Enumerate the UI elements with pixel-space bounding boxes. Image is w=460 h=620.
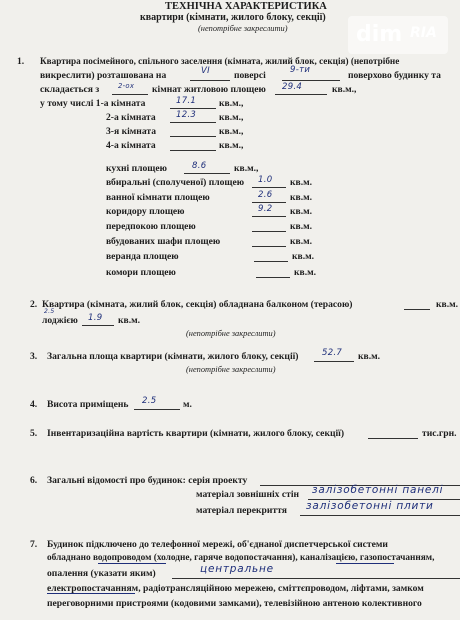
section-3-note: (непотрібне закреслити) [186,365,276,374]
living-area-field [275,94,327,95]
height-value: 2.5 [142,396,157,406]
heating-label: опалення (указати яким) [47,568,156,579]
section-4-number: 4. [30,399,38,410]
inventory-value-label: Інвентаризаційна вартість квартири (кімнати, жилого блоку, секції) [47,428,345,439]
room2-unit: кв.м., [219,112,244,123]
corridor-field [252,216,286,217]
section-2-line1: Квартира (кімната, жилий блок, секція) обладнана балконом (терасою) [42,299,353,310]
total-area-unit: кв.м. [358,351,381,362]
kitchen-label: кухні площею [106,163,167,174]
total-area-field [314,361,354,362]
inventory-value-field [368,438,418,439]
section-1-line2c: поверхово будинку та [348,70,441,81]
room3-field [170,136,216,137]
section-1-line3a: складається з [40,84,100,95]
pantry-unit: кв.м. [294,267,317,278]
section-3-number: 3. [30,351,38,362]
room2-field [170,122,216,123]
wc-field [252,187,286,188]
loggia-label: лоджією [42,315,78,326]
room3-unit: кв.м., [219,126,244,137]
bath-field [252,202,286,203]
wardrobe-unit: кв.м. [290,236,313,247]
floor-field [190,80,230,81]
section-7-line4: електропостачанням, радіотрансляційною мережею, сміттєпроводом, ліфтами, замком [47,583,424,594]
loggia-handwritten-note: 2.5 [44,308,55,315]
room4-label: 4-а кімната [106,140,156,151]
section-6-number: 6. [30,475,38,486]
header-note: (непотрібне закреслити) [198,24,288,33]
section-7-number: 7. [30,539,38,550]
room1-unit: кв.м., [219,98,244,109]
pantry-label: комори площею [106,267,176,278]
living-area-value: 29.4 [282,82,303,92]
building-series-label: Загальні відомості про будинок: серія проекту [47,475,248,486]
total-area-value: 52.7 [322,348,343,358]
loggia-field [82,325,114,326]
heating-field [172,578,460,579]
wc-label: вбиральні (сполученої) площею [106,177,245,188]
height-label: Висота приміщень [47,399,129,410]
section-7-line2: обладнано водопроводом (холодне, гаряче водопостачання), каналізацією, газопостачанням, [47,553,435,563]
bath-value: 2.6 [258,190,273,200]
height-unit: м. [183,399,192,410]
section-7-line1: Будинок підключено до телефонної мережі, об'єднаної диспетчерської системи [47,539,388,550]
section-1-line3b: кімнат житловою площею [152,84,266,95]
floors-total-field [282,80,340,81]
wardrobe-label: вбудованих шафи площею [106,236,221,247]
wardrobe-field [252,246,286,247]
document-title: ТЕХНІЧНА ХАРАКТЕРИСТИКА [165,1,327,12]
ceiling-label: матеріал перекриття [196,505,287,516]
section-1-number: 1. [17,56,25,67]
room4-unit: кв.м., [219,140,244,151]
ceiling-field [300,515,460,516]
section-2-number: 2. [30,299,38,310]
watermark-brand: dim [356,22,403,47]
room1-label: у тому числі 1-а кімната [40,98,146,109]
walls-label: матеріал зовнішніх стін [196,489,300,500]
veranda-field [254,261,288,262]
floors-total-value: 9-ти [290,65,311,75]
kitchen-unit: кв.м., [234,163,259,174]
veranda-label: веранда площею [106,251,179,262]
kitchen-field [184,173,230,174]
pantry-field [256,277,290,278]
living-area-unit: кв.м., [332,84,357,95]
bath-unit: кв.м. [290,192,313,203]
room4-field [170,150,216,151]
inventory-value-unit: тис.грн. [422,428,457,439]
bath-label: ванної кімнати площею [106,192,210,203]
hall-unit: кв.м. [290,221,313,232]
rooms-count-value: 2-ох [118,82,135,90]
loggia-value: 1.9 [88,313,103,323]
section-1-line2a: викреслити) розташована на [40,70,167,81]
ceiling-value: залізобетонні плити [306,500,434,512]
hall-label: передпокою площею [106,221,196,232]
balcony-unit: кв.м. [436,299,459,310]
wc-value: 1.0 [258,175,273,185]
room2-label: 2-а кімната [106,112,156,123]
room1-value: 17.1 [176,96,197,106]
height-field [134,409,180,410]
section-1-line1: Квартира посімейного, спільного заселення (кімната, жилий блок, секція) (непотрібне [40,56,400,66]
floor-value: VI [201,66,210,76]
room3-label: 3-я кімната [106,126,157,137]
section-5-number: 5. [30,428,38,439]
sewage-underline [336,563,394,564]
room2-value: 12.3 [176,110,197,120]
rooms-count-field [112,94,148,95]
veranda-unit: кв.м. [292,251,315,262]
water-underline [98,563,166,564]
wc-unit: кв.м. [290,177,313,188]
kitchen-value: 8.6 [192,161,207,171]
watermark-sub: RIA [410,25,437,41]
corridor-label: коридору площею [106,206,185,217]
section-1-line2b: поверсі [234,70,266,81]
corridor-unit: кв.м. [290,206,313,217]
dimria-watermark [348,16,448,54]
walls-value: залізобетонні панелі [312,484,444,496]
document-subtitle: квартири (кімнати, жилого блоку, секції) [140,12,326,23]
corridor-value: 9.2 [258,204,273,214]
room1-field [170,108,216,109]
heating-value: центральне [200,563,274,575]
loggia-unit: кв.м. [118,315,141,326]
balcony-field [404,309,430,310]
total-area-label: Загальна площа квартири (кімнати, жилого блоку, секції) [47,351,299,362]
hall-field [252,231,286,232]
section-7-line5: переговорними пристроями (кодовими замками), телевізійною антеною колективного [47,598,422,609]
section-2-note: (непотрібне закреслити) [186,329,276,338]
